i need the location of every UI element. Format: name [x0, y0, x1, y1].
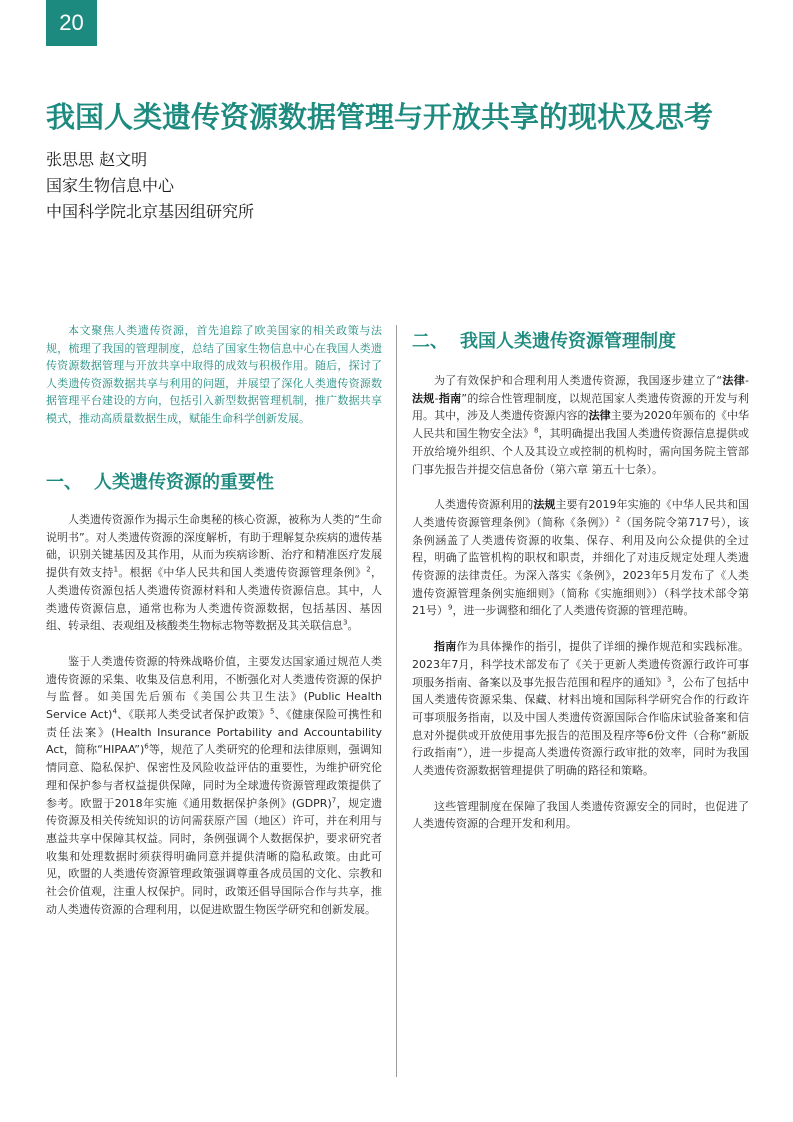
section-number: 一、 — [46, 472, 82, 493]
section-heading-2 — [412, 330, 749, 354]
article-title: 我国人类遗传资源数据管理与开放共享的现状及思考 — [46, 100, 714, 134]
left-column — [46, 322, 382, 918]
right-column — [412, 322, 749, 833]
section-heading-1 — [46, 471, 382, 495]
section-title: 我国人类遗传资源管理制度 — [460, 331, 676, 352]
paragraph: 这些管理制度在保障了我国人类遗传资源安全的同时，也促进了人类遗传资源的合理开发和利用。 — [412, 799, 749, 831]
paragraph: 为了有效保护和合理利用人类遗传资源，我国逐步建立了“法律-法规-指南”的综合性管理制度，以规范国家人类遗传资源的开发与利用。其中，涉及人类遗传资源内容的法律主要为2020年颁布的《中华人民共和国生物安全法》$^8$，其明确提出我国人类遗传资源信息提供或开放给境外组织、个人及其设立或控制的机构时，需向国务院主管部门事先报告并提交信息备份（第六章 第五十七条）。 — [412, 374, 750, 476]
page-number: 20 — [46, 0, 97, 46]
abstract: 本文聚焦人类遗传资源，首先追踪了欧美国家的相关政策与法规，梳理了我国的管理制度，总结了国家生物信息中心在我国人类遗传资源数据管理与开放共享中取得的成效与积极作用。随后，探讨了人类遗传资源数据共享与利用的问题，并展望了深化人类遗传资源数据管理平台建设的方向，包括引入新型数据管理机制，推广数据共享模式，推动高质量数据生成，赋能生命科学创新发展。 — [46, 324, 382, 425]
paragraph: 人类遗传资源作为揭示生命奥秘的核心资源，被称为人类的“生命说明书”。对人类遗传资源的深度解析，有助于理解复杂疾病的遗传基础，识别关键基因及其作用，从而为疾病诊断、治疗和精准医疗发展提供有效支持$^1$。根据《中华人民共和国人类遗传资源管理条例》$^2$，人类遗传资源包括人类遗传资源材料和人类遗传资源信息。其中，人类遗传资源信息，通常也称为人类遗传资源数据，包括基因、基因组、转录组、表观组及核酸类生物标志物等数据及其关联信息$^3$。 — [46, 513, 383, 633]
column-divider — [396, 325, 397, 1077]
section-number: 二、 — [412, 331, 448, 352]
section-title: 人类遗传资源的重要性 — [94, 472, 274, 493]
affiliation-2: 中国科学院北京基因组研究所 — [46, 202, 255, 221]
byline — [46, 147, 254, 225]
authors: 张思思 赵文明 — [46, 150, 148, 169]
paragraph: 鉴于人类遗传资源的特殊战略价值，主要发达国家通过规范人类遗传资源的采集、收集及信息利用，不断强化对人类遗传资源的保护与监督。如美国先后颁布《美国公共卫生法》(Public Health Service Act)$^4$、《联邦人类受试者保护政策》$^5$、《健康保险可携性和责任法案》(Health Insurance Portability and Accountability Act，简称“HIPAA”)$^6$等，规范了人类研究的伦理和法律原则，强调知情同意、隐私保护、保密性及风险收益评估的重要性，为维护研究伦理和保护参与者权益提供保障，同时为全球遗传资源管理政策提供了参考。欧盟于2018年实施《通用数据保护条例》(GDPR)$^7$，规定遗传资源及相关传统知识的访问需获原产国（地区）许可，并在利用与惠益共享中保障其权益。同时，条例强调个人数据保护，要求研究者收集和处理数据时须获得明确同意并提供清晰的隐私政策。由此可见，欧盟的人类遗传资源管理政策强调尊重各成员国的文化、宗教和社会价值观，注重人权保护。同时，政策还倡导国际合作与共享，推动人类遗传资源的合理利用，以促进欧盟生物医学研究和创新发展。 — [46, 654, 383, 916]
paragraph: 指南作为具体操作的指引，提供了详细的操作规范和实践标准。2023年7月，科学技术部发布了《关于更新人类遗传资源行政许可事项服务指南、备案以及事先报告范围和程序的通知》$^3$，公布了包括中国人类遗传资源采集、保藏、材料出境和国际科学研究合作的行政许可事项服务指南，以及中国人类遗传资源国际合作临床试验备案和信息对外提供或开放使用事先报告的范围及程序等6份文件（合称“新版行政指南”），进一步提高人类遗传资源行政审批的效率，同时为我国人类遗传资源数据管理提供了明确的路径和策略。 — [412, 640, 750, 778]
paragraph: 人类遗传资源利用的法规主要有2019年实施的《中华人民共和国人类遗传资源管理条例》（简称《条例》）$^2$（国务院令第717号），该条例涵盖了人类遗传资源的收集、保存、利用及向公众提供的全过程，明确了监管机构的职权和职责，并细化了对违反规定处理人类遗传资源的法律责任。为深入落实《条例》，2023年5月发布了《人类遗传资源管理条例实施细则》（简称《实施细则》）（科学技术部令第21号）$^9$，进一步调整和细化了人类遗传资源的管理范畴。 — [412, 498, 750, 618]
affiliation-1: 国家生物信息中心 — [46, 176, 175, 195]
